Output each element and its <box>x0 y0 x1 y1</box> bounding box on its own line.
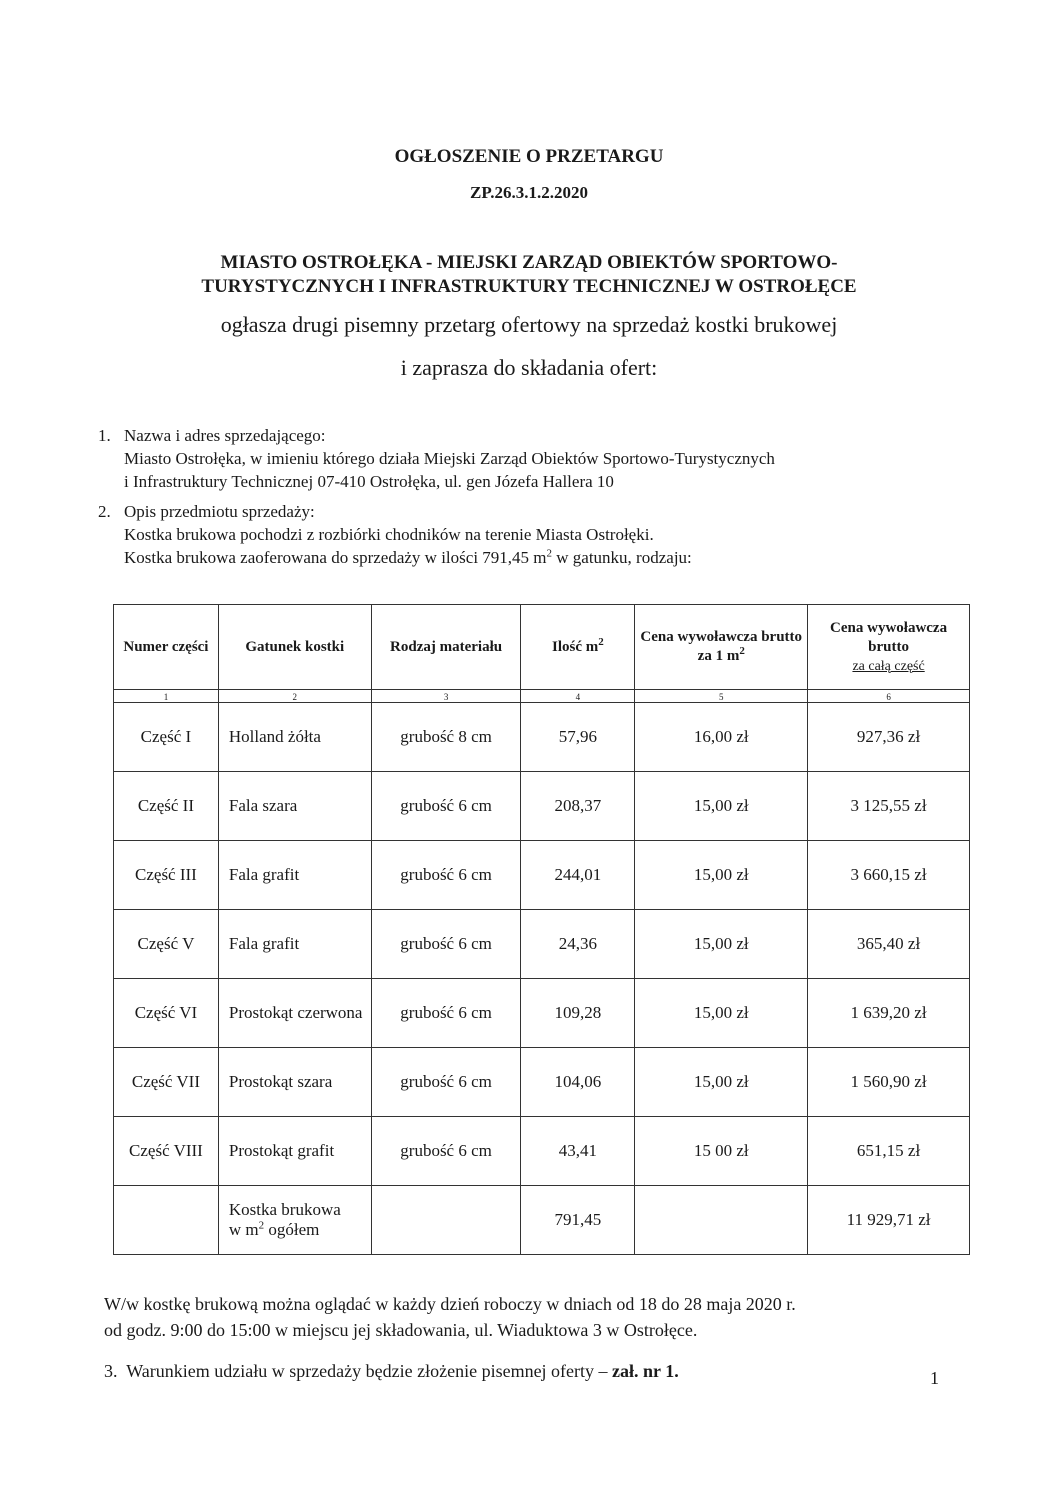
header-material: Rodzaj materiału <box>371 605 521 690</box>
cell-quantity: 208,37 <box>521 772 635 841</box>
section-number: 3. <box>104 1361 118 1381</box>
table-row <box>114 841 970 910</box>
cell-unit-price: 16,00 zł <box>635 703 808 772</box>
table-row <box>114 703 970 772</box>
intro-line-1: ogłasza drugi pisemny przetarg ofertowy na sprzedaż kostki brukowej <box>220 312 838 337</box>
cell-quantity: 43,41 <box>521 1117 635 1186</box>
cell-total-price: 11 929,71 zł <box>808 1186 970 1255</box>
cell-type: Prostokąt szara <box>218 1048 371 1117</box>
column-index: 1 <box>114 690 219 703</box>
column-index: 6 <box>808 690 970 703</box>
cell-material: grubość 8 cm <box>371 703 521 772</box>
cell-total-price: 3 660,15 zł <box>808 841 970 910</box>
table-total-row <box>114 1186 970 1255</box>
page-number: 1 <box>930 1368 939 1388</box>
column-index: 5 <box>635 690 808 703</box>
cell-total-price: 1 560,90 zł <box>808 1048 970 1117</box>
header-part-number: Numer części <box>114 605 219 690</box>
section-text: Kostka brukowa zaoferowana do sprzedaży w ilości 791,45 $m^2$ w gatunku, rodzaju: <box>124 547 692 567</box>
cell-part: Część VI <box>114 979 219 1048</box>
viewing-note-line-2: od godz. 9:00 do 15:00 w miejscu jej składowania, ul. Wiaduktowa 3 w Ostrołęce. <box>104 1320 698 1340</box>
cell-total-price: 927,36 zł <box>808 703 970 772</box>
section-seller <box>98 424 775 493</box>
cell-part: Część VII <box>114 1048 219 1117</box>
cell-part: Część VIII <box>114 1117 219 1186</box>
cell-material: grubość 6 cm <box>371 910 521 979</box>
table-row <box>114 910 970 979</box>
cell-part: Część V <box>114 910 219 979</box>
cell-type: Prostokąt czerwona <box>218 979 371 1048</box>
offer-table <box>113 604 970 1255</box>
cell-unit-price: 15,00 zł <box>635 1048 808 1117</box>
issuer-line-2: TURYSTYCZNYCH I INFRASTRUKTURY TECHNICZNEJ W OSTROŁĘCE <box>201 276 857 297</box>
cell-quantity: 24,36 <box>521 910 635 979</box>
cell-unit-price: 15,00 zł <box>635 910 808 979</box>
cell-material: grubość 6 cm <box>371 1117 521 1186</box>
cell-total-quantity: 791,45 <box>521 1186 635 1255</box>
section-text: Kostka brukowa pochodzi z rozbiórki chodników na terenie Miasta Ostrołęki. <box>124 525 654 544</box>
cell-type: Fala grafit <box>218 841 371 910</box>
cell-material: grubość 6 cm <box>371 772 521 841</box>
table-row <box>114 772 970 841</box>
cell-type: Holland żółta <box>218 703 371 772</box>
section-text: Warunkiem udziału w sprzedaży będzie złożenie pisemnej oferty – <box>126 1361 613 1381</box>
reference-number: ZP.26.3.1.2.2020 <box>470 183 588 202</box>
cell-total-price: 365,40 zł <box>808 910 970 979</box>
cell-part: Część II <box>114 772 219 841</box>
cell-total-price: 651,15 zł <box>808 1117 970 1186</box>
table-row <box>114 979 970 1048</box>
cell-quantity: 244,01 <box>521 841 635 910</box>
cell-quantity: 57,96 <box>521 703 635 772</box>
header-quantity: Ilość $m^2$ <box>521 605 635 690</box>
section-heading: Nazwa i adres sprzedającego: <box>124 426 326 445</box>
section-text: i Infrastruktury Technicznej 07-410 Ostrołęka, ul. gen Józefa Hallera 10 <box>124 472 614 491</box>
cell-total-price: 3 125,55 zł <box>808 772 970 841</box>
viewing-note-line-1: W/w kostkę brukową można oglądać w każdy dzień roboczy w dniach od 18 do 28 maja 2020 r. <box>104 1294 796 1314</box>
section-heading: Opis przedmiotu sprzedaży: <box>124 502 315 521</box>
cell-unit-price: 15 00 zł <box>635 1117 808 1186</box>
cell-unit-price: 15,00 zł <box>635 772 808 841</box>
cell-unit-price: 15,00 zł <box>635 841 808 910</box>
intro-line-2: i zaprasza do składania ofert: <box>400 355 658 380</box>
table-row <box>114 1117 970 1186</box>
column-index: 2 <box>218 690 371 703</box>
cell-part: Część III <box>114 841 219 910</box>
table-row <box>114 1048 970 1117</box>
header-unit-price: Cena wywoławcza brutto za 1 $m^2$ <box>635 605 808 690</box>
section-number: 2. <box>98 502 111 521</box>
section-number: 1. <box>98 426 111 445</box>
header-total-price: Cena wywoławcza brutto za całą część <box>808 605 970 690</box>
cell-material: grubość 6 cm <box>371 1048 521 1117</box>
table-index-row <box>114 690 970 703</box>
document-title: OGŁOSZENIE O PRZETARGU <box>394 146 664 167</box>
cell-unit-price <box>635 1186 808 1255</box>
cell-quantity: 104,06 <box>521 1048 635 1117</box>
cell-material: grubość 6 cm <box>371 979 521 1048</box>
cell-type: Prostokąt grafit <box>218 1117 371 1186</box>
cell-type: Fala grafit <box>218 910 371 979</box>
section-condition <box>104 1361 679 1382</box>
issuer-line-1: MIASTO OSTROŁĘKA - MIEJSKI ZARZĄD OBIEKTÓW SPORTOWO- <box>220 252 838 273</box>
cell-part: Część I <box>114 703 219 772</box>
cell-total-label: Kostka brukowa w $m^2$ ogółem <box>218 1186 371 1255</box>
cell-total-price: 1 639,20 zł <box>808 979 970 1048</box>
cell-quantity: 109,28 <box>521 979 635 1048</box>
section-description <box>98 500 692 569</box>
cell-material: grubość 6 cm <box>371 841 521 910</box>
header-type: Gatunek kostki <box>218 605 371 690</box>
cell-material <box>371 1186 521 1255</box>
attachment-reference: zał. nr 1. <box>612 1361 679 1381</box>
cell-part <box>114 1186 219 1255</box>
table-header-row <box>114 605 970 690</box>
column-index: 4 <box>521 690 635 703</box>
cell-unit-price: 15,00 zł <box>635 979 808 1048</box>
section-text: Miasto Ostrołęka, w imieniu którego działa Miejski Zarząd Obiektów Sportowo-Turystycznych <box>124 449 775 468</box>
column-index: 3 <box>371 690 521 703</box>
cell-type: Fala szara <box>218 772 371 841</box>
